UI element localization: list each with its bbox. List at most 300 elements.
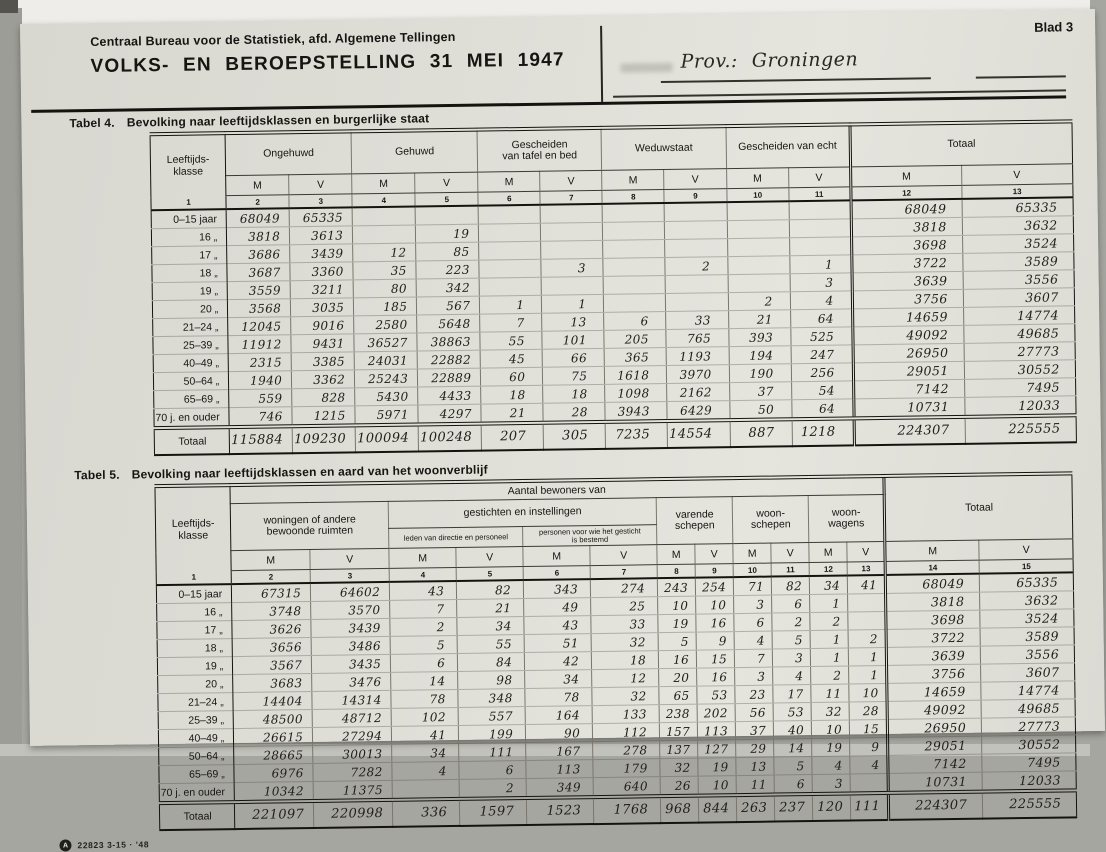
cell-value <box>352 206 415 225</box>
column-number: 7 <box>540 190 602 204</box>
cell-value: 167 <box>526 742 593 761</box>
cell-value: 3722 <box>852 253 963 273</box>
cell-value: 7235 <box>605 421 667 449</box>
cell-value: 199 <box>459 725 526 744</box>
cell-value: 19 <box>658 614 696 633</box>
cell-value: 3 <box>790 273 852 292</box>
cell-value: 3439 <box>311 618 390 637</box>
cell-value: 3476 <box>312 672 391 691</box>
cell-value: 185 <box>354 297 417 316</box>
col-header-v: V <box>415 172 478 193</box>
row-label: 65–69 „ <box>154 390 229 409</box>
cell-value: 3698 <box>886 610 980 629</box>
cell-value: 6 <box>391 653 458 672</box>
cell-value: 22882 <box>417 350 480 369</box>
cell-value: 6976 <box>234 763 313 782</box>
cell-value: 1 <box>849 647 887 666</box>
column-number: 5 <box>415 192 478 206</box>
cell-value: 18 <box>592 651 659 670</box>
cell-value: 305 <box>543 422 605 450</box>
cell-value: 32 <box>811 702 849 721</box>
cell-value: 3035 <box>291 298 354 317</box>
col-group-totaal: Totaal <box>884 473 1073 541</box>
cell-value: 53 <box>773 703 811 722</box>
cell-value: 336 <box>393 799 460 827</box>
cell-value: 3756 <box>887 664 981 683</box>
cell-value: 12 <box>592 669 659 688</box>
cell-value: 41 <box>392 725 459 744</box>
cell-value: 40 <box>774 721 812 740</box>
cell-value: 2 <box>390 617 457 636</box>
cell-value: 237 <box>775 794 813 822</box>
cell-value <box>603 258 665 277</box>
cell-value: 12045 <box>228 317 291 336</box>
cell-value: 28665 <box>234 745 313 764</box>
cell-value: 3439 <box>290 244 353 263</box>
col-header-v: V <box>310 548 389 569</box>
cell-value: 13 <box>542 312 604 331</box>
col-group-weduwstaat: Weduwstaat <box>601 126 726 170</box>
cell-value: 2 <box>811 666 849 685</box>
row-label: Totaal <box>159 802 235 830</box>
cell-value: 14774 <box>963 306 1074 326</box>
cell-value: 14404 <box>233 691 312 710</box>
cell-value: 4 <box>392 761 459 780</box>
cell-value: 3748 <box>232 601 311 620</box>
cell-value: 34 <box>525 670 592 689</box>
cell-value: 98 <box>458 671 525 690</box>
cell-value: 71 <box>734 577 772 596</box>
column-number: 2 <box>226 195 289 209</box>
cell-value: 559 <box>229 389 292 408</box>
form-title: VOLKS- EN BEROEPSTELLING 31 MEI 1947 <box>90 49 565 78</box>
cell-value: 3607 <box>963 288 1074 308</box>
cell-value <box>603 240 665 259</box>
cell-value: 224307 <box>854 417 965 446</box>
cell-value: 24031 <box>354 351 417 370</box>
cell-value: 3970 <box>667 365 730 384</box>
col-header-v: V <box>847 541 885 562</box>
cell-value: 224307 <box>889 792 983 820</box>
cell-value: 82 <box>772 576 810 595</box>
scan-artifact <box>0 0 18 13</box>
cell-value: 343 <box>524 579 591 598</box>
column-number: 3 <box>289 194 352 208</box>
cell-value: 16 <box>696 614 734 633</box>
cell-value: 349 <box>526 778 593 798</box>
cell-value: 2315 <box>228 353 291 372</box>
cell-value: 14774 <box>981 681 1075 700</box>
cell-value: 56 <box>735 703 773 722</box>
cell-value: 238 <box>659 704 697 723</box>
cell-value: 3639 <box>852 271 963 291</box>
cell-value: 1 <box>810 594 848 613</box>
cell-value: 4 <box>773 667 811 686</box>
cell-value: 9 <box>696 632 734 651</box>
cell-value: 278 <box>593 741 660 760</box>
cell-value: 32 <box>592 687 659 706</box>
col-header-m: M <box>478 171 540 192</box>
col-group-gescheiden-van-echt: Gescheiden van echt <box>726 124 851 168</box>
col-group-totaal: Totaal <box>850 121 1073 167</box>
col-group-gestichten: gestichten en instellingen <box>388 498 656 529</box>
cell-value <box>479 241 541 260</box>
cell-value: 7142 <box>853 379 964 399</box>
cell-value: 85 <box>416 242 479 261</box>
cell-value: 2 <box>665 257 728 276</box>
cell-value <box>848 611 886 630</box>
cell-value: 3639 <box>887 646 981 665</box>
cell-value: 68049 <box>851 199 962 219</box>
column-number: 7 <box>590 565 657 579</box>
col-header-m: M <box>389 547 456 568</box>
cell-value: 3524 <box>962 234 1073 254</box>
cell-value: 9431 <box>291 334 354 353</box>
cell-value: 557 <box>458 707 525 726</box>
cell-value: 65335 <box>962 197 1073 217</box>
column-number: 8 <box>602 190 664 204</box>
col-header-v: V <box>771 543 809 564</box>
cell-value: 29051 <box>888 736 982 755</box>
cell-value: 127 <box>698 740 736 759</box>
cell-value: 28 <box>543 402 605 422</box>
cell-value <box>479 223 541 242</box>
cell-value: 137 <box>660 740 698 759</box>
cell-value <box>666 293 729 312</box>
col-header-m: M <box>523 546 590 567</box>
column-number: 13 <box>962 184 1073 199</box>
cell-value: 34 <box>810 576 848 595</box>
cell-value: 3 <box>541 258 603 277</box>
province-entry <box>680 48 858 72</box>
cell-value: 43 <box>524 616 591 635</box>
col-sub-directie-personeel: leden van directie en personeel <box>389 527 523 549</box>
row-label: 50–64 „ <box>159 747 234 766</box>
row-label: 16 „ <box>151 228 226 247</box>
cell-value: 14659 <box>887 682 981 701</box>
cell-value: 64602 <box>311 582 390 602</box>
cell-value: 1523 <box>527 797 594 825</box>
cell-value <box>665 239 728 258</box>
cell-value: 80 <box>353 279 416 298</box>
cell-value: 55 <box>457 635 524 654</box>
col-header-leeftijdsklasse: Leeftijds- klasse <box>150 133 226 197</box>
column-number: 4 <box>389 567 456 581</box>
cell-value: 19 <box>812 738 850 757</box>
cell-value: 64 <box>792 399 854 419</box>
cell-value <box>848 593 886 612</box>
cell-value: 254 <box>696 577 734 596</box>
scan-smudge <box>621 63 673 73</box>
cell-value: 49092 <box>887 700 981 719</box>
cell-value: 54 <box>791 381 853 400</box>
cell-value: 26 <box>660 776 698 796</box>
cell-value: 3559 <box>227 281 290 300</box>
cell-value: 27773 <box>982 717 1076 736</box>
cell-value: 6429 <box>667 401 730 421</box>
col-group-varende-schepen: varende schepen <box>656 497 733 545</box>
cell-value: 3818 <box>227 227 290 246</box>
printer-logo-icon: A <box>59 839 71 851</box>
cell-value: 10 <box>658 596 696 615</box>
cell-value: 4 <box>812 756 850 775</box>
cell-value: 2580 <box>354 315 417 334</box>
cell-value: 221097 <box>235 801 314 829</box>
cell-value: 7 <box>480 313 542 332</box>
cell-value: 3 <box>734 595 772 614</box>
col-group-gescheiden-tafel-bed: Gescheiden van tafel en bed <box>477 128 602 172</box>
cell-value: 4433 <box>418 386 481 405</box>
column-number: 15 <box>979 559 1073 574</box>
cell-value <box>603 276 665 295</box>
column-number: 12 <box>851 185 962 200</box>
row-label: 25–39 „ <box>158 711 233 730</box>
cell-value <box>665 221 728 240</box>
cell-value: 21 <box>481 403 543 423</box>
cell-value: 23 <box>735 685 773 704</box>
cell-value <box>415 206 478 225</box>
cell-value: 179 <box>593 759 660 778</box>
col-header-v: V <box>979 539 1073 560</box>
cell-value: 348 <box>458 689 525 708</box>
row-label: 19 „ <box>152 282 227 301</box>
cell-value: 26950 <box>853 343 964 363</box>
column-number: 2 <box>231 569 310 584</box>
cell-value: 51 <box>524 634 591 653</box>
cell-value: 18 <box>543 384 605 403</box>
cell-value: 12 <box>353 243 416 262</box>
cell-value: 10 <box>849 683 887 702</box>
cell-value <box>727 238 789 257</box>
cell-value: 49 <box>524 598 591 617</box>
row-label: 25–39 „ <box>153 336 228 355</box>
cell-value: 157 <box>660 722 698 741</box>
cell-value: 14659 <box>852 307 963 327</box>
cell-value: 207 <box>481 423 543 451</box>
cell-value: 2 <box>848 629 886 648</box>
cell-value: 3613 <box>290 226 353 245</box>
col-header-m: M <box>885 540 979 561</box>
cell-value <box>602 203 664 222</box>
cell-value <box>540 204 602 223</box>
cell-value: 111 <box>851 793 889 821</box>
cell-value: 84 <box>458 653 525 672</box>
cell-value: 26950 <box>888 718 982 737</box>
cell-value: 49685 <box>981 699 1075 718</box>
cell-value: 7495 <box>964 378 1075 398</box>
cell-value: 223 <box>416 260 479 279</box>
cell-value: 9016 <box>291 316 354 335</box>
cell-value: 29 <box>736 739 774 758</box>
cell-value: 27773 <box>964 342 1075 362</box>
cell-value: 29051 <box>853 361 964 381</box>
cell-value: 1618 <box>605 366 667 385</box>
col-header-m: M <box>657 544 695 565</box>
cell-value: 3556 <box>963 270 1074 290</box>
cell-value: 1 <box>790 255 852 274</box>
col-header-leeftijdsklasse: Leeftijds- klasse <box>155 485 231 572</box>
column-number: 10 <box>733 563 771 577</box>
cell-value: 18 <box>481 385 543 404</box>
column-number: 9 <box>664 189 727 203</box>
cell-value: 5 <box>658 632 696 651</box>
cell-value: 220998 <box>314 800 393 828</box>
cell-value: 3607 <box>981 663 1075 682</box>
row-label: 65–69 „ <box>159 765 234 784</box>
column-number: 8 <box>657 564 695 578</box>
row-label: 40–49 „ <box>153 354 228 373</box>
cell-value: 32 <box>660 758 698 777</box>
cell-value: 42 <box>525 652 592 671</box>
row-label: 17 „ <box>157 621 232 640</box>
cell-value: 525 <box>791 327 853 346</box>
row-label: 0–15 jaar <box>151 209 226 229</box>
cell-value: 109230 <box>292 425 355 453</box>
row-label: 70 j. en ouder <box>154 408 229 429</box>
cell-value: 2162 <box>667 383 730 402</box>
cell-value: 14314 <box>312 690 391 709</box>
cell-value: 887 <box>730 419 792 447</box>
cell-value: 33 <box>591 615 658 634</box>
cell-value: 3567 <box>233 655 312 674</box>
cell-value: 15 <box>850 719 888 738</box>
cell-value: 30552 <box>964 360 1075 380</box>
cell-value: 2 <box>459 779 526 799</box>
cell-value <box>664 202 727 221</box>
cell-value: 15 <box>697 650 735 669</box>
cell-value: 82 <box>457 580 524 599</box>
cell-value: 53 <box>697 686 735 705</box>
cell-value: 4 <box>734 631 772 650</box>
cell-value: 102 <box>391 707 458 726</box>
tabel5-title: Bevolking naar leeftijdsklassen en aard van het woonverblijf <box>131 462 488 482</box>
sheet-number: Blad 3 <box>1034 19 1074 35</box>
cell-value: 34 <box>392 743 459 762</box>
cell-value: 225555 <box>983 790 1077 818</box>
cell-value: 190 <box>729 364 791 383</box>
cell-value: 3556 <box>980 645 1074 664</box>
column-number: 6 <box>478 191 540 205</box>
cell-value: 12033 <box>982 771 1076 792</box>
cell-value: 3 <box>812 774 850 794</box>
cell-value <box>727 220 789 239</box>
cell-value: 6 <box>772 595 810 614</box>
cell-value: 50 <box>730 400 792 420</box>
cell-value: 90 <box>526 724 593 743</box>
col-header-v: V <box>456 547 523 568</box>
row-label: 17 „ <box>152 246 227 265</box>
col-group-ongehuwd: Ongehuwd <box>225 131 352 175</box>
col-group-woningen: woningen of andere bewoonde ruimten <box>230 501 389 550</box>
cell-value: 45 <box>480 349 542 368</box>
cell-value: 263 <box>737 795 775 823</box>
cell-value: 100248 <box>418 424 481 452</box>
cell-value: 6 <box>774 775 812 795</box>
cell-value: 100094 <box>355 424 418 452</box>
cell-value: 7 <box>735 649 773 668</box>
cell-value: 3 <box>773 649 811 668</box>
cell-value: 1768 <box>594 796 661 824</box>
cell-value: 49092 <box>853 325 964 345</box>
tabel5-woonverblijf <box>154 471 1077 831</box>
cell-value: 746 <box>229 407 292 427</box>
cell-value: 1 <box>480 295 542 314</box>
cell-value: 65335 <box>289 207 352 226</box>
cell-value: 55 <box>480 331 542 350</box>
col-header-v: V <box>590 545 657 566</box>
cell-value: 274 <box>591 578 658 597</box>
cell-value: 12033 <box>965 396 1076 417</box>
cell-value: 3211 <box>290 280 353 299</box>
column-number: 9 <box>695 564 733 578</box>
cell-value: 67315 <box>232 583 311 603</box>
cell-value: 3568 <box>228 299 291 318</box>
col-header-m: M <box>850 165 961 187</box>
cell-value: 113 <box>526 760 593 779</box>
cell-value: 64 <box>790 309 852 328</box>
cell-value: 27294 <box>313 726 392 745</box>
cell-value: 6 <box>459 761 526 780</box>
row-label: 18 „ <box>152 264 227 283</box>
cell-value <box>850 773 888 793</box>
cell-value: 3435 <box>312 654 391 673</box>
col-header-m: M <box>602 170 664 191</box>
cell-value: 33 <box>666 311 729 330</box>
column-number: 13 <box>847 561 885 575</box>
tabel4-number: Tabel 4. <box>69 115 115 131</box>
cell-value: 36527 <box>354 333 417 352</box>
cell-value: 37 <box>736 721 774 740</box>
col-header-v: V <box>695 544 733 565</box>
cell-value <box>603 222 665 241</box>
cell-value: 101 <box>542 330 604 349</box>
cell-value: 20 <box>659 668 697 687</box>
col-header-v: V <box>289 174 352 195</box>
cell-value: 3943 <box>605 402 667 422</box>
cell-value: 9 <box>850 737 888 756</box>
cell-value: 14554 <box>667 420 730 448</box>
cell-value: 256 <box>791 363 853 382</box>
cell-value: 43 <box>390 581 457 600</box>
cell-value: 3 <box>735 667 773 686</box>
cell-value: 3589 <box>962 252 1073 272</box>
cell-value: 10 <box>698 776 736 796</box>
column-number: 4 <box>352 193 415 207</box>
cell-value <box>727 201 789 220</box>
cell-value: 10 <box>812 720 850 739</box>
cell-value: 78 <box>525 688 592 707</box>
province-value: Groningen <box>751 48 859 72</box>
cell-value: 16 <box>659 650 697 669</box>
cell-value: 567 <box>417 296 480 315</box>
row-label: 70 j. en ouder <box>159 783 234 804</box>
cell-value: 202 <box>697 704 735 723</box>
cell-value: 3570 <box>311 600 390 619</box>
row-label: 0–15 jaar <box>156 584 231 604</box>
cell-value: 22889 <box>418 368 481 387</box>
row-label: 40–49 „ <box>158 729 233 748</box>
cell-value: 25 <box>591 597 658 616</box>
cell-value: 111 <box>459 743 526 762</box>
tabel4-burgerlijke-staat <box>150 119 1077 456</box>
cell-value: 1597 <box>460 798 527 826</box>
column-number: 12 <box>809 562 847 576</box>
cell-value <box>665 275 728 294</box>
col-group-woonschepen: woon- schepen <box>732 496 809 544</box>
cell-value: 49685 <box>964 324 1075 344</box>
province-underline <box>661 77 931 83</box>
cell-value <box>789 219 851 238</box>
